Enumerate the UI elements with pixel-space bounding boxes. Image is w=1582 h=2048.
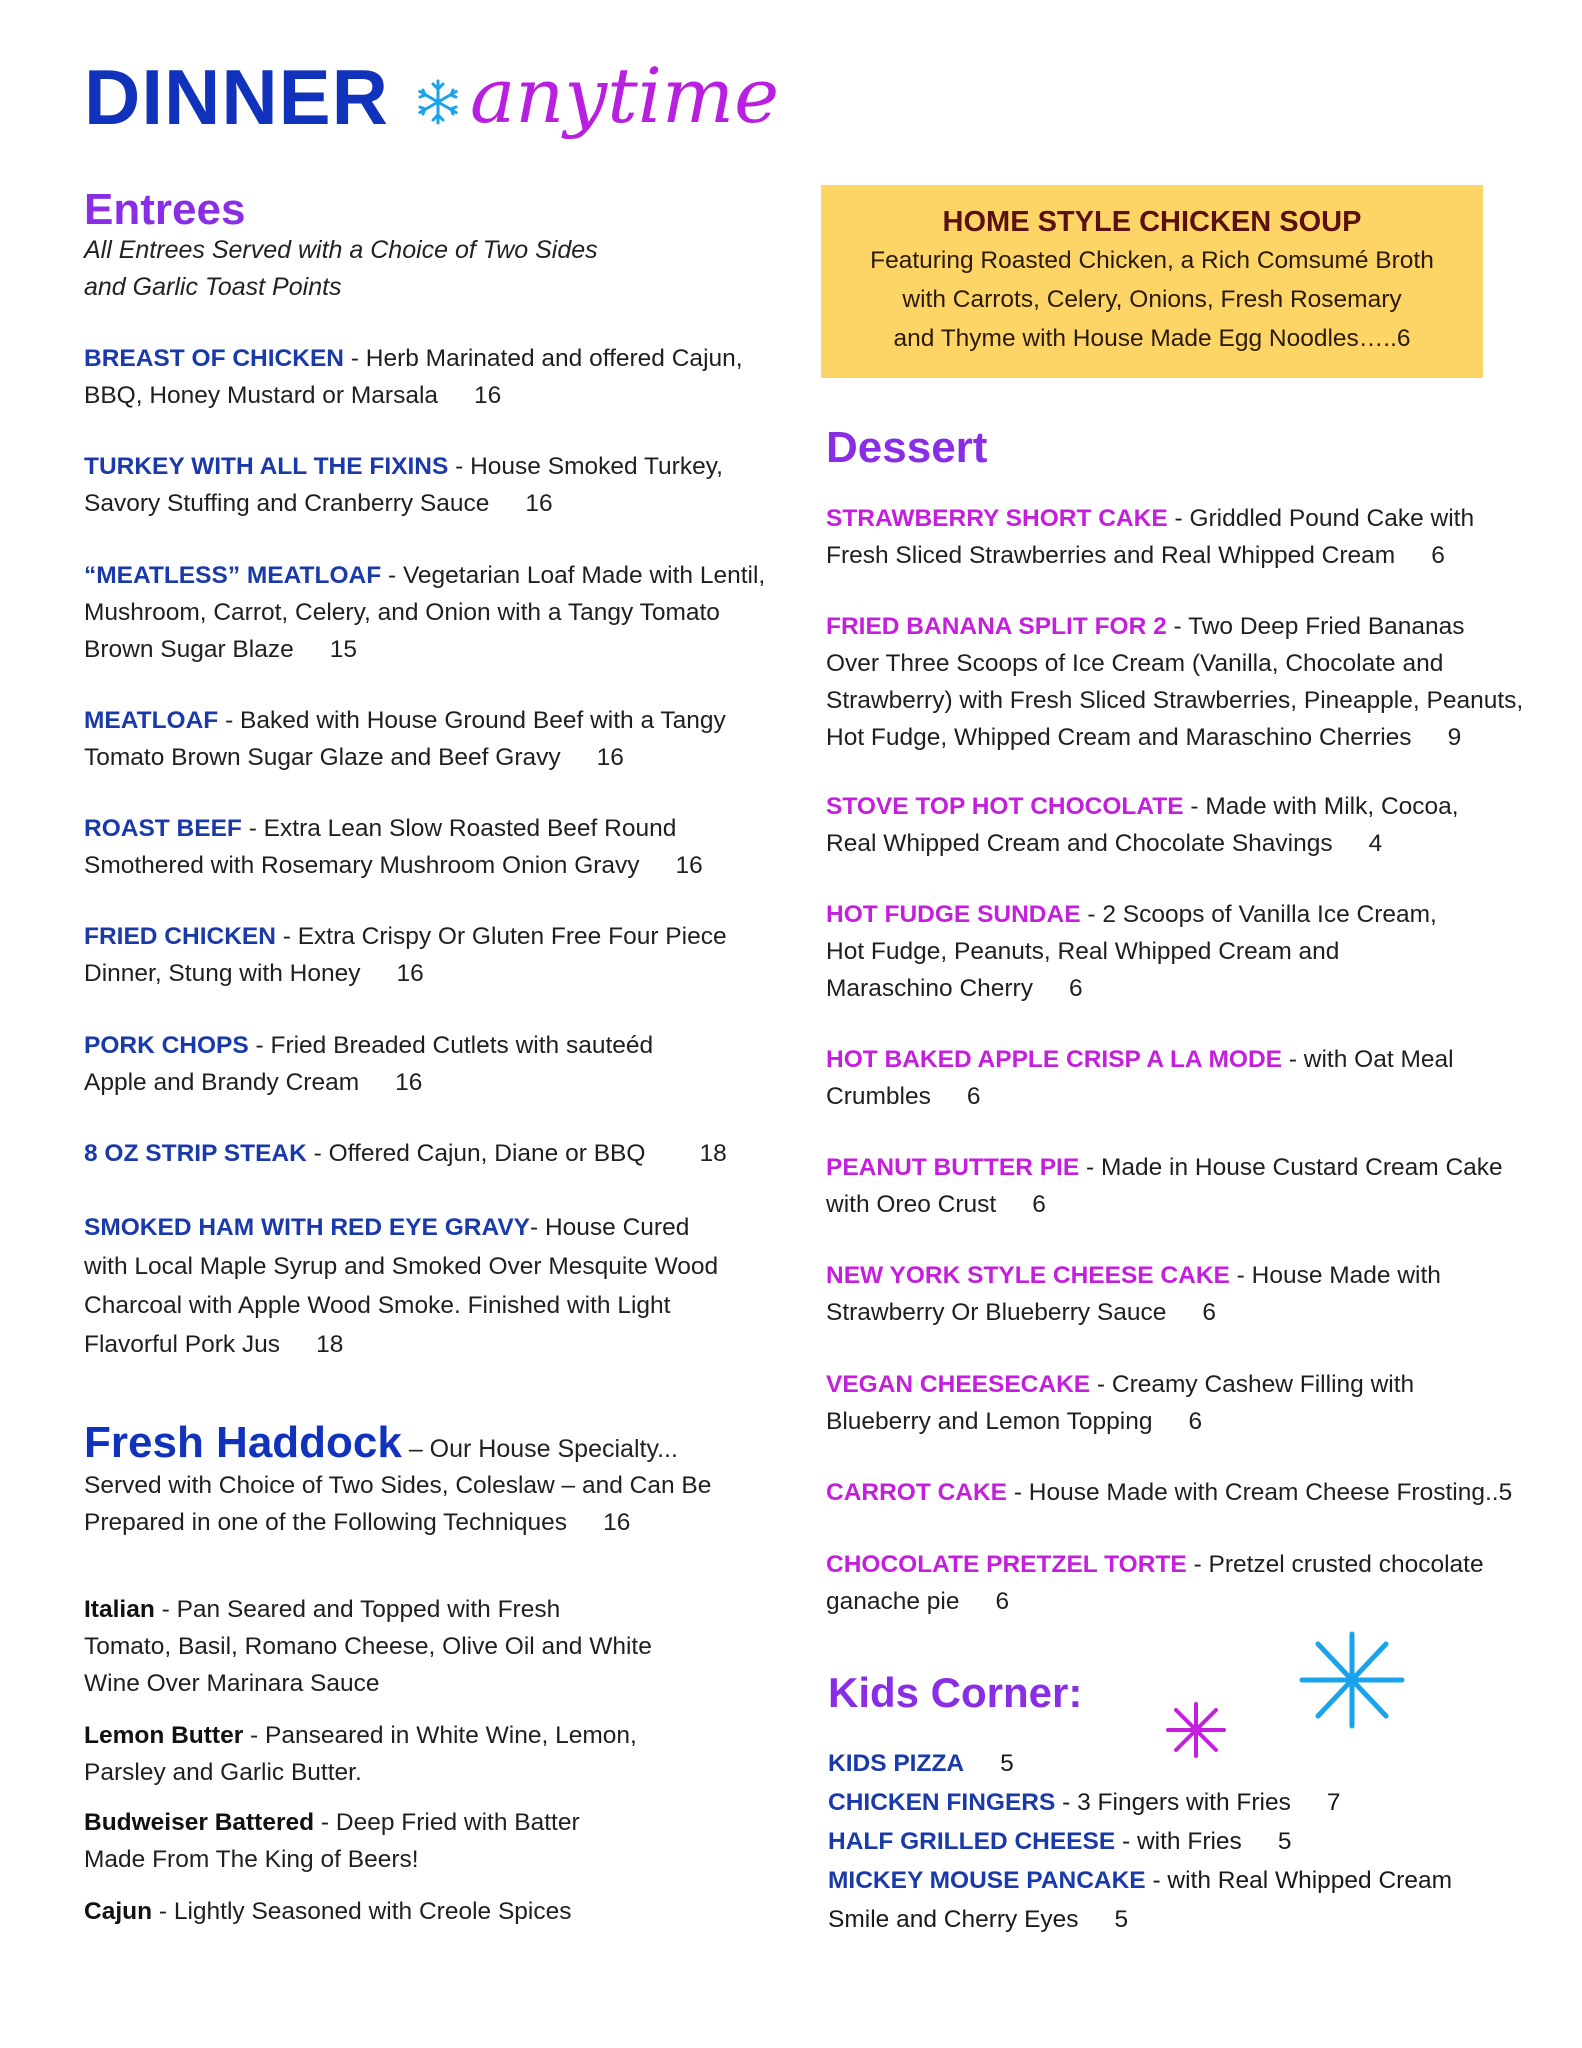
item-price: 4 bbox=[1368, 830, 1383, 857]
item-name: STOVE TOP HOT CHOCOLATE bbox=[826, 793, 1184, 820]
dessert-item: STOVE TOP HOT CHOCOLATE - Made with Milk, Cocoa, Real Whipped Cream and Chocolate Shavings 4 bbox=[826, 788, 1546, 862]
item-name: CHOCOLATE PRETZEL TORTE bbox=[826, 1551, 1187, 1578]
dessert-item: STRAWBERRY SHORT CAKE - Griddled Pound Cake with Fresh Sliced Strawberries and Real Whipped Cream 6 bbox=[826, 500, 1546, 574]
item-name: HOT BAKED APPLE CRISP A LA MODE bbox=[826, 1046, 1283, 1073]
entree-item: 8 OZ STRIP STEAK - Offered Cajun, Diane or BBQ 18 bbox=[84, 1135, 804, 1172]
style-name: Lemon Butter bbox=[84, 1722, 244, 1749]
item-name: MEATLOAF bbox=[84, 707, 219, 734]
dessert-item: FRIED BANANA SPLIT FOR 2 - Two Deep Fried Bananas Over Three Scoops of Ice Cream (Vanilla, Chocolate and Strawberry) with Fresh Sliced Strawberries, Pineapple, Peanuts, Hot Fudge, Whipped Cream and Maraschino Cherries 9 bbox=[826, 608, 1566, 756]
haddock-heading bbox=[84, 1418, 678, 1468]
item-price: 16 bbox=[474, 382, 502, 409]
style-name: Cajun bbox=[84, 1898, 153, 1925]
entree-item: FRIED CHICKEN - Extra Crispy Or Gluten Free Four Piece Dinner, Stung with Honey 16 bbox=[84, 918, 804, 992]
soup-description: Featuring Roasted Chicken, a Rich Comsumé Broth with Carrots, Celery, Onions, Fresh Rosemary and Thyme with House Made Egg Noodles…..6 bbox=[870, 247, 1434, 352]
kids-item: HALF GRILLED CHEESE - with Fries 5 bbox=[828, 1822, 1548, 1861]
haddock-style: Italian - Pan Seared and Topped with Fresh Tomato, Basil, Romano Cheese, Olive Oil and White Wine Over Marinara Sauce bbox=[84, 1596, 652, 1697]
item-price: 5 bbox=[1114, 1906, 1129, 1933]
item-name: CARROT CAKE bbox=[826, 1479, 1008, 1506]
item-price: 18 bbox=[316, 1331, 344, 1358]
entree-item: “MEATLESS” MEATLOAF - Vegetarian Loaf Made with Lentil, Mushroom, Carrot, Celery, and Onion with a Tangy Tomato Brown Sugar Blaze 15 bbox=[84, 557, 804, 668]
soup-box bbox=[821, 185, 1483, 378]
item-name: PORK CHOPS bbox=[84, 1032, 249, 1059]
haddock-style: Budweiser Battered - Deep Fried with Batter Made From The King of Beers! bbox=[84, 1809, 580, 1873]
dessert-item: NEW YORK STYLE CHEESE CAKE - House Made with Strawberry Or Blueberry Sauce 6 bbox=[826, 1257, 1546, 1331]
item-price: 18 bbox=[699, 1140, 727, 1167]
item-name: PEANUT BUTTER PIE bbox=[826, 1154, 1080, 1181]
style-name: Budweiser Battered bbox=[84, 1809, 315, 1836]
item-price: 6 bbox=[1068, 975, 1083, 1002]
haddock-style: Lemon Butter - Panseared in White Wine, Lemon, Parsley and Garlic Butter. bbox=[84, 1722, 637, 1786]
item-price: 16 bbox=[675, 852, 703, 879]
haddock-tagline: – Our House Specialty... bbox=[401, 1435, 678, 1463]
item-price: 6 bbox=[1188, 1408, 1203, 1435]
kids-item bbox=[828, 1744, 1548, 1783]
item-price: 6 bbox=[966, 1083, 981, 1110]
item-name: VEGAN CHEESECAKE bbox=[826, 1371, 1091, 1398]
entree-item: SMOKED HAM WITH RED EYE GRAVY- House Cured with Local Maple Syrup and Smoked Over Mesquite Wood Charcoal with Apple Wood Smoke. Finished with Light Flavorful Pork Jus 18 bbox=[84, 1208, 804, 1364]
item-price: 16 bbox=[396, 960, 424, 987]
entree-item: ROAST BEEF - Extra Lean Slow Roasted Beef Round Smothered with Rosemary Mushroom Onion Gravy 16 bbox=[84, 810, 804, 884]
dessert-item: HOT BAKED APPLE CRISP A LA MODE - with Oat Meal Crumbles 6 bbox=[826, 1041, 1546, 1115]
sparkle-icon bbox=[1296, 1630, 1408, 1730]
item-price: 7 bbox=[1326, 1789, 1341, 1816]
style-name: Italian bbox=[84, 1596, 155, 1623]
dessert-item: VEGAN CHEESECAKE - Creamy Cashew Filling with Blueberry and Lemon Topping 6 bbox=[826, 1366, 1546, 1440]
soup-title: HOME STYLE CHICKEN SOUP bbox=[942, 206, 1362, 238]
dessert-item: CARROT CAKE - House Made with Cream Cheese Frosting..5 bbox=[826, 1479, 1513, 1506]
dessert-item: HOT FUDGE SUNDAE - 2 Scoops of Vanilla Ice Cream, Hot Fudge, Peanuts, Real Whipped Cream and Maraschino Cherry 6 bbox=[826, 896, 1546, 1007]
entree-item: PORK CHOPS - Fried Breaded Cutlets with sauteéd Apple and Brandy Cream 16 bbox=[84, 1027, 804, 1101]
item-name: “MEATLESS” MEATLOAF bbox=[84, 562, 382, 589]
entree-item: MEATLOAF - Baked with House Ground Beef with a Tangy Tomato Brown Sugar Glaze and Beef Gravy 16 bbox=[84, 702, 804, 776]
kids-list bbox=[828, 1744, 1548, 1939]
item-name: FRIED BANANA SPLIT FOR 2 bbox=[826, 613, 1167, 640]
item-name: ROAST BEEF bbox=[84, 815, 242, 842]
item-name: NEW YORK STYLE CHEESE CAKE bbox=[826, 1262, 1230, 1289]
item-name: CHICKEN FINGERS bbox=[828, 1789, 1056, 1816]
item-price: 16 bbox=[596, 744, 624, 771]
title-anytime: anytime bbox=[470, 51, 780, 140]
item-name: BREAST OF CHICKEN bbox=[84, 345, 344, 372]
kids-item: MICKEY MOUSE PANCAKE - with Real Whipped Cream Smile and Cherry Eyes 5 bbox=[828, 1861, 1548, 1939]
item-price: 9 bbox=[1447, 724, 1462, 751]
item-price: 6 bbox=[995, 1588, 1010, 1615]
item-price: 6 bbox=[1202, 1299, 1217, 1326]
item-price: 6 bbox=[1431, 542, 1445, 569]
haddock-description: Served with Choice of Two Sides, Coleslaw – and Can Be Prepared in one of the Following Techniques 16 bbox=[84, 1467, 804, 1541]
haddock-title: Fresh Haddock bbox=[84, 1418, 402, 1467]
dessert-item: CHOCOLATE PRETZEL TORTE - Pretzel crusted chocolate ganache pie 6 bbox=[826, 1546, 1546, 1620]
item-name: KIDS PIZZA bbox=[828, 1750, 965, 1777]
item-price: 5 bbox=[1277, 1828, 1292, 1855]
item-price: 6 bbox=[1032, 1191, 1046, 1218]
entree-item: BREAST OF CHICKEN - Herb Marinated and offered Cajun, BBQ, Honey Mustard or Marsala 16 bbox=[84, 340, 784, 414]
entrees-subtitle: All Entrees Served with a Choice of Two Sides and Garlic Toast Points bbox=[84, 236, 598, 301]
snowflake-icon bbox=[414, 78, 462, 126]
dessert-title: Dessert bbox=[826, 423, 988, 472]
item-name: TURKEY WITH ALL THE FIXINS bbox=[84, 453, 449, 480]
item-name: HOT FUDGE SUNDAE bbox=[826, 901, 1081, 928]
item-name: STRAWBERRY SHORT CAKE bbox=[826, 505, 1168, 532]
item-name: HALF GRILLED CHEESE bbox=[828, 1828, 1116, 1855]
dessert-item: PEANUT BUTTER PIE - Made in House Custard Cream Cake with Oreo Crust 6 bbox=[826, 1149, 1546, 1223]
entree-item: TURKEY WITH ALL THE FIXINS - House Smoked Turkey, Savory Stuffing and Cranberry Sauce 16 bbox=[84, 448, 784, 522]
item-name: MICKEY MOUSE PANCAKE bbox=[828, 1867, 1146, 1894]
kids-item: CHICKEN FINGERS - 3 Fingers with Fries 7 bbox=[828, 1783, 1548, 1822]
item-price: 16 bbox=[525, 490, 553, 517]
kids-title: Kids Corner: bbox=[828, 1669, 1083, 1716]
haddock-style: Cajun - Lightly Seasoned with Creole Spices bbox=[84, 1898, 572, 1925]
title-dinner: DINNER bbox=[84, 53, 390, 141]
item-price: 16 bbox=[395, 1069, 423, 1096]
haddock-price: 16 bbox=[603, 1509, 631, 1536]
entrees-title: Entrees bbox=[84, 185, 246, 234]
item-name: SMOKED HAM WITH RED EYE GRAVY bbox=[84, 1214, 531, 1241]
item-name: FRIED CHICKEN bbox=[84, 923, 276, 950]
item-name: 8 OZ STRIP STEAK bbox=[84, 1140, 307, 1167]
item-price: 15 bbox=[329, 636, 357, 663]
item-price: 5 bbox=[1000, 1750, 1014, 1777]
